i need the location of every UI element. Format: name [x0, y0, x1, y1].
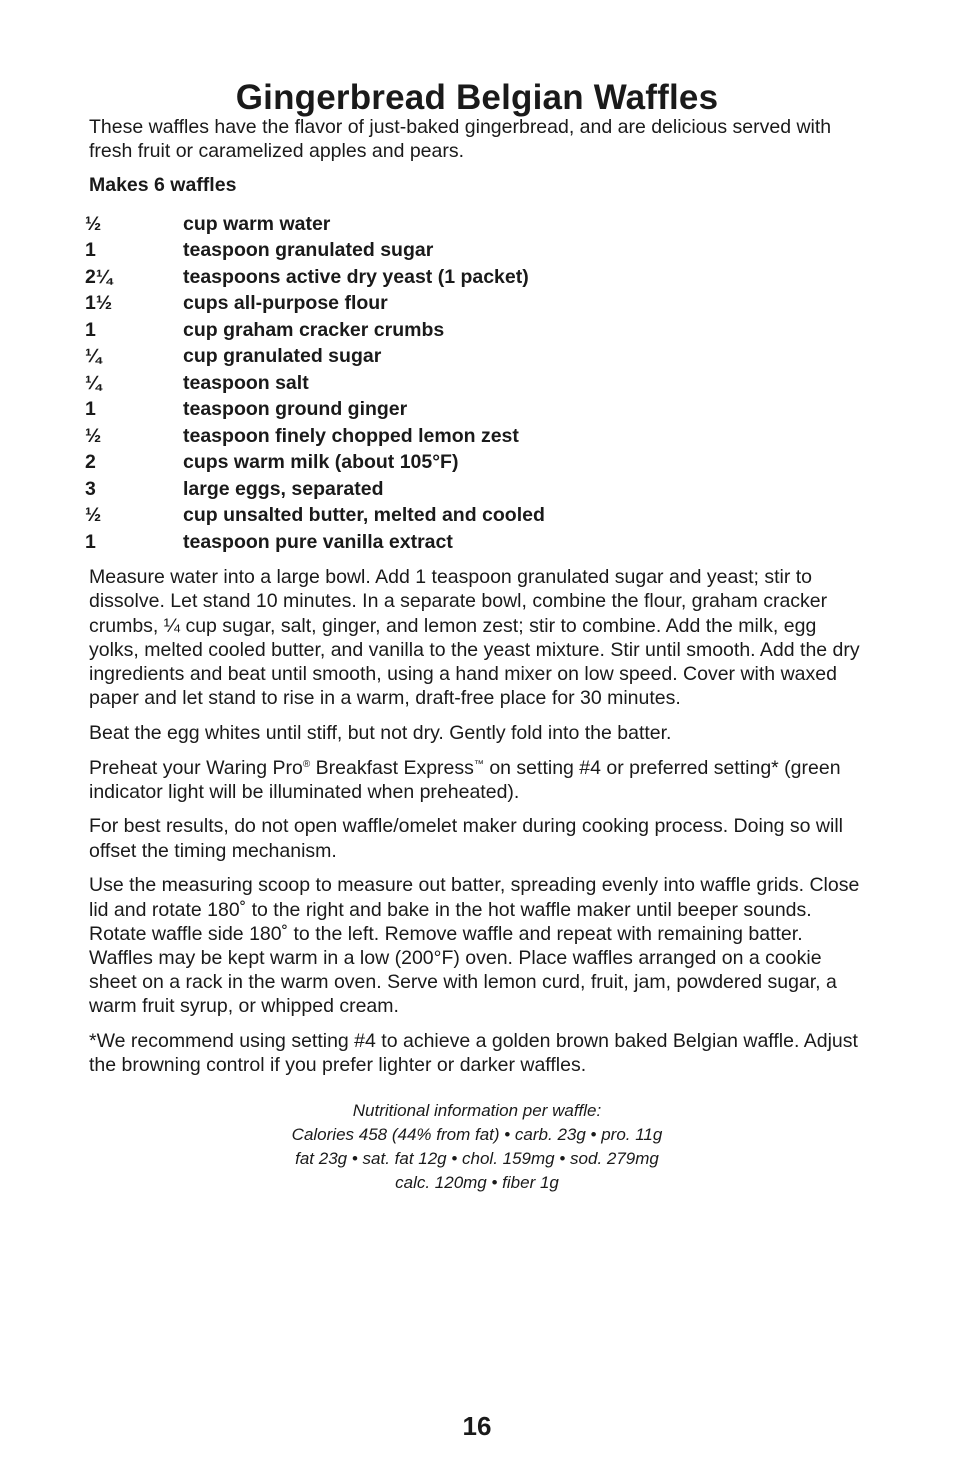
ingredient-qty: 3 [85, 477, 96, 500]
ingredient-name: cups warm milk (about 105°F) [183, 451, 459, 474]
ingredient-name: teaspoon finely chopped lemon zest [183, 424, 519, 447]
ingredient-item [85, 264, 865, 291]
instruction-step: For best results, do not open waffle/omelet maker during cooking process. Doing so will offset the timing mechanism. [89, 815, 844, 862]
ingredient-qty: 1 [85, 530, 96, 553]
ingredient-item [85, 449, 865, 476]
nutrition-line: Calories 458 (44% from fat) • carb. 23g • pro. 11g [291, 1125, 663, 1145]
ingredient-item [85, 423, 865, 450]
ingredient-name: teaspoon ground ginger [183, 398, 408, 421]
ingredient-name: cups all-purpose flour [183, 292, 388, 315]
ingredient-name: cup granulated sugar [183, 345, 382, 368]
nutrition-info [0, 1099, 954, 1194]
instruction-step: Beat the egg whites until stiff, but not dry. Gently fold into the batter. [89, 721, 672, 744]
trademark-mark: ™ [473, 758, 484, 770]
ingredient-qty: ½ [85, 504, 102, 527]
footnote: *We recommend using setting #4 to achieve a golden brown baked Belgian waffle. Adjust the browning control if you prefer lighter or darker waffles. [89, 1030, 858, 1077]
recipe-title: Gingerbread Belgian Waffles [235, 78, 719, 117]
ingredient-name: cup unsalted butter, melted and cooled [183, 504, 545, 527]
ingredient-name: large eggs, separated [183, 477, 384, 500]
instruction-step: Measure water into a large bowl. Add 1 teaspoon granulated sugar and yeast; stir to dissolve. Let stand 10 minutes. In a separate bowl, combine the flour, graham cracker crumbs, ¼ cup sugar, salt, ginger, and lemon zest; stir to combine. Add the milk, egg yolks, melted cooled butter, and vanilla to the yeast mixture. Stir until smooth. Add the dry ingredients and beat until smooth, using a hand mixer on low speed. Cover with waxed paper and let stand to rise in a warm, draft-free place for 30 minutes. [89, 566, 860, 710]
ingredient-qty: 1 [85, 318, 96, 341]
ingredient-item [85, 290, 865, 317]
ingredient-qty: ½ [85, 424, 102, 447]
recipe-yield: Makes 6 waffles [89, 174, 237, 197]
recipe-intro: These waffles have the flavor of just-baked gingerbread, and are delicious served with fresh fruit or caramelized apples and pears. [89, 116, 832, 163]
ingredient-name: teaspoon pure vanilla extract [183, 530, 453, 553]
ingredient-item [85, 476, 865, 503]
registered-mark: ® [302, 758, 311, 770]
ingredient-list [85, 211, 865, 556]
ingredient-name: teaspoons active dry yeast (1 packet) [183, 265, 529, 288]
ingredient-qty: 2 [85, 451, 96, 474]
ingredient-item [85, 343, 865, 370]
ingredient-item [85, 211, 865, 238]
nutrition-line: calc. 120mg • fiber 1g [395, 1172, 559, 1192]
step-text: Breakfast Express [310, 756, 474, 779]
ingredient-qty: 2¼ [85, 265, 113, 288]
page-number: 16 [462, 1411, 492, 1441]
ingredient-name: cup graham cracker crumbs [183, 318, 445, 341]
ingredient-qty: ¼ [85, 371, 102, 394]
ingredient-name: cup warm water [183, 212, 331, 235]
recipe-body [85, 115, 865, 1195]
ingredient-item [85, 317, 865, 344]
ingredient-name: teaspoon salt [183, 371, 309, 394]
nutrition-line: fat 23g • sat. fat 12g • chol. 159mg • sod. 279mg [295, 1149, 659, 1169]
ingredient-qty: 1 [85, 239, 96, 262]
ingredient-qty: ½ [85, 212, 102, 235]
step-text: on setting #4 or preferred setting* (green indicator light will be illuminated when preheated). [89, 756, 841, 803]
instruction-step: Use the measuring scoop to measure out batter, spreading evenly into waffle grids. Close lid and rotate 180˚ to the right and bake in the hot waffle maker until beeper sounds. Rotate waffle side 180˚ to the left. Remove waffle and repeat with remaining batter. Waffles may be kept warm in a low (200°F) oven. Place waffles arranged on a cookie sheet on a rack in the warm oven. Serve with lemon curd, fruit, jam, powdered sugar, a warm fruit syrup, or whipped cream. [89, 874, 860, 1018]
ingredient-item [85, 396, 865, 423]
ingredient-qty: ¼ [85, 345, 102, 368]
ingredient-item [85, 529, 865, 556]
ingredient-item [85, 237, 865, 264]
ingredient-qty: 1 [85, 398, 96, 421]
ingredient-item [85, 502, 865, 529]
ingredient-qty: 1½ [85, 292, 113, 315]
nutrition-heading: Nutritional information per waffle: [352, 1101, 602, 1121]
step-text: Preheat your Waring Pro [89, 756, 303, 779]
ingredient-item [85, 370, 865, 397]
instruction-step [89, 756, 865, 804]
ingredient-name: teaspoon granulated sugar [183, 239, 434, 262]
